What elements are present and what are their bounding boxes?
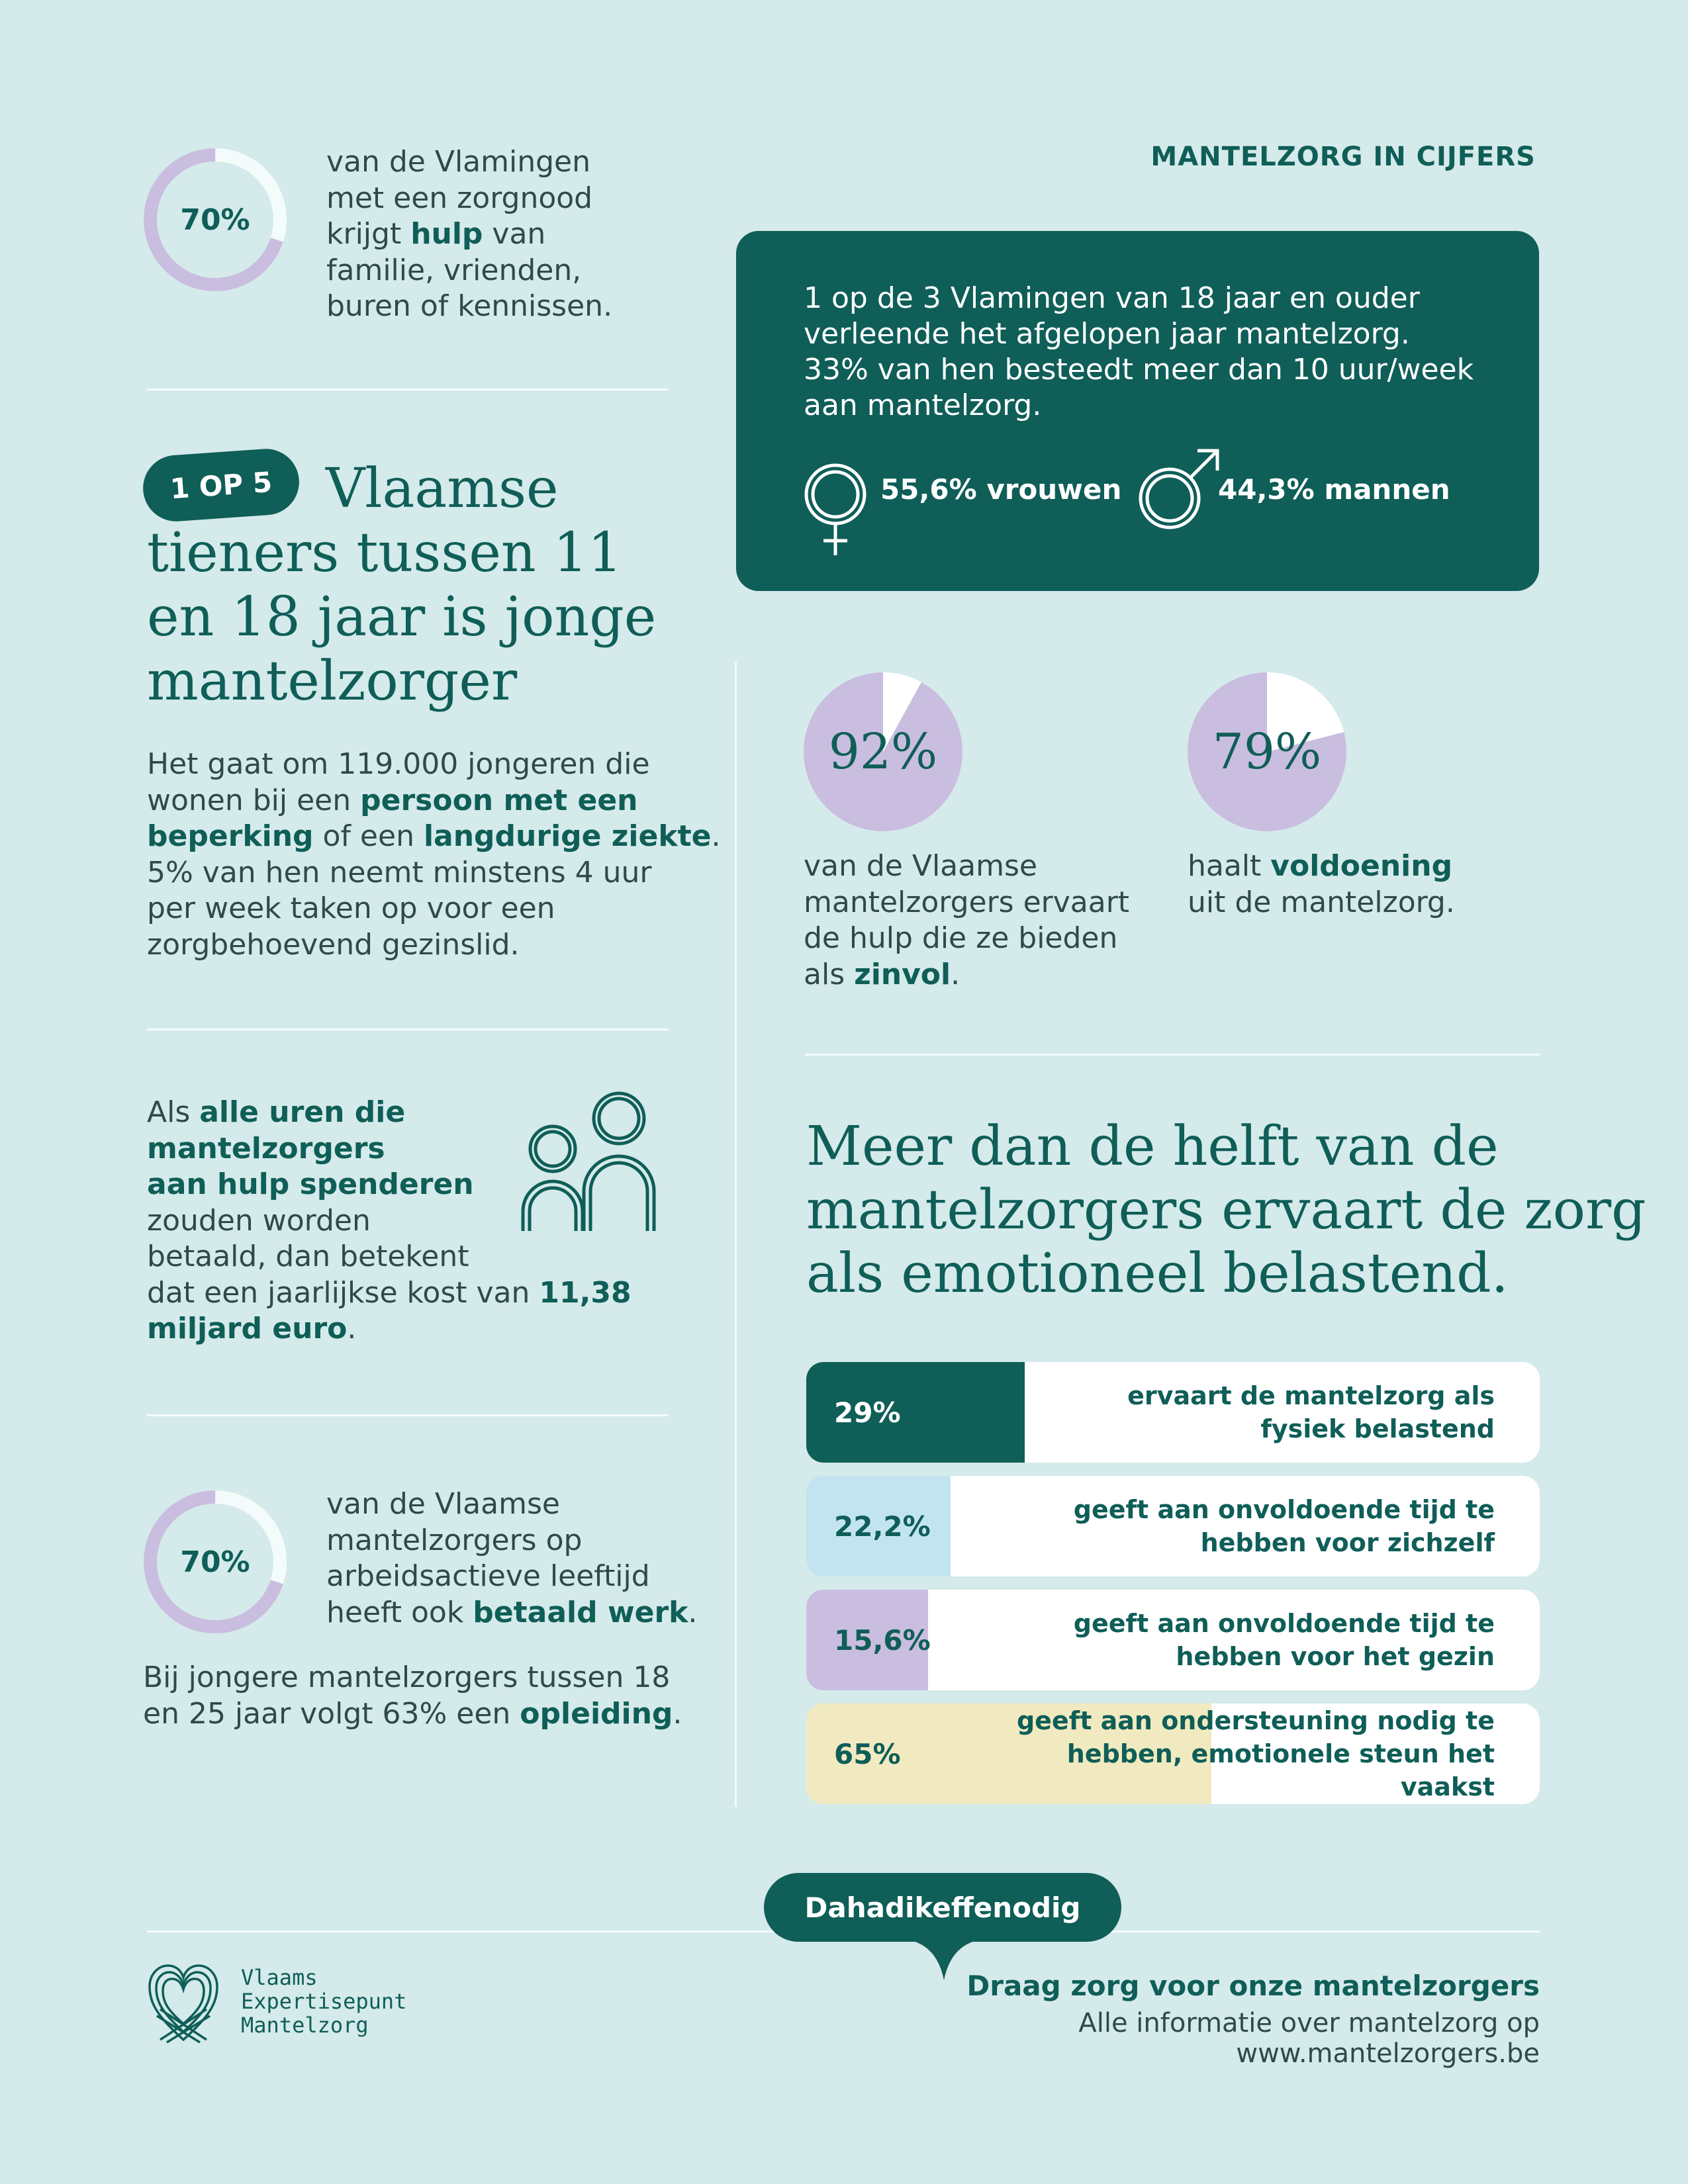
bold-span: zinvol — [854, 957, 951, 991]
badge-text: 1 OP 5 — [169, 465, 273, 505]
text-span: . — [673, 1696, 682, 1731]
bar-text-line: hebben voor zichzelf — [1200, 1528, 1495, 1557]
text-span: dat een jaarlijkse kost van — [147, 1275, 539, 1310]
heading-line-4: mantelzorger — [147, 650, 518, 713]
bold-span: 11,38 — [539, 1275, 632, 1310]
bar-category-text — [1074, 1493, 1495, 1559]
opleiding-text — [143, 1660, 682, 1732]
stat-hulp-text — [326, 144, 612, 325]
text-line: van de Vlaamse — [804, 849, 1037, 883]
logo-line: Expertisepunt — [241, 1989, 407, 2014]
heading-line-3: en 18 jaar is jonge — [147, 586, 657, 649]
text-span: krijgt — [326, 217, 411, 251]
text-line: familie, vrienden, — [326, 253, 582, 287]
bar-text-line: ervaart de mantelzorg als — [1127, 1381, 1495, 1410]
bold-span: beperking — [147, 819, 314, 853]
text-line: verleende het afgelopen jaar mantelzorg. — [804, 317, 1410, 351]
bold-span: persoon met een — [360, 783, 638, 817]
text-line — [326, 1595, 697, 1631]
heading-line: mantelzorgers ervaart de zorg — [806, 1179, 1646, 1242]
text-span: . — [347, 1312, 357, 1345]
text-line: uit de mantelzorg. — [1188, 885, 1455, 919]
heading-line: als emotioneel belastend. — [806, 1242, 1509, 1305]
text-span: haalt — [1188, 849, 1271, 883]
green-info-box — [736, 231, 1539, 591]
text-line: 5% van hen neemt minstens 4 uur — [147, 855, 652, 889]
page-title: MANTELZORG IN CIJFERS — [1150, 142, 1536, 172]
bold-span: miljard euro — [147, 1312, 348, 1345]
hashtag-text: Dahadikeffenodig — [804, 1891, 1081, 1924]
text-line: arbeidsactieve leeftijd — [326, 1559, 650, 1593]
text-span: of een — [313, 819, 424, 853]
text-line: 33% van hen besteedt meer dan 10 uur/week — [804, 353, 1474, 387]
text-span: . — [711, 819, 721, 853]
text-line — [147, 819, 720, 855]
text-line — [804, 957, 1129, 993]
bar-row — [806, 1704, 1540, 1804]
donut-chart-hulp — [142, 147, 288, 293]
divider — [147, 388, 669, 390]
text-span: . — [688, 1595, 698, 1629]
donut-value: 70% — [180, 1545, 250, 1579]
text-line — [326, 216, 612, 253]
text-span: wonen bij een — [147, 783, 361, 817]
bold-span: langdurige ziekte — [423, 819, 712, 853]
text-span: heeft ook — [326, 1595, 473, 1629]
men-stat: 44,3% mannen — [1218, 473, 1450, 506]
text-line — [147, 1275, 632, 1312]
bar-value-label: 29% — [834, 1396, 901, 1429]
bar-text-line: geeft aan ondersteuning nodig te — [1016, 1706, 1495, 1735]
bold-span: opleiding — [520, 1696, 673, 1731]
bar-row — [806, 1590, 1540, 1690]
stat-werk-text — [326, 1486, 697, 1631]
text-line: zouden worden — [147, 1203, 371, 1238]
pie-chart-voldoening — [1188, 672, 1346, 831]
heading-line: Meer dan de helft van de — [806, 1115, 1499, 1178]
text-line: mantelzorgers — [147, 1131, 385, 1165]
text-span: van — [483, 217, 546, 251]
text-line: 1 op de 3 Vlamingen van 18 jaar en ouder — [804, 281, 1420, 315]
bar-category-label — [992, 1362, 1495, 1463]
text-line: buren of kennissen. — [326, 289, 613, 323]
donut-value: 70% — [180, 203, 250, 237]
logo-line: Vlaams — [241, 1965, 318, 1990]
divider — [147, 1028, 669, 1030]
bar-text-line: hebben, emotionele steun het vaakst — [1066, 1739, 1495, 1801]
text-span: Als — [147, 1095, 200, 1129]
bar-category-text — [992, 1704, 1495, 1803]
text-line: aan mantelzorg. — [804, 388, 1042, 422]
bold-span: voldoening — [1270, 849, 1453, 883]
teens-heading — [147, 457, 656, 713]
bar-row — [806, 1362, 1540, 1463]
text-span: als — [804, 957, 855, 991]
text-line: van de Vlaamse — [326, 1487, 560, 1521]
divider — [805, 1054, 1540, 1056]
emotional-heading — [806, 1115, 1646, 1306]
text-line: Bij jongere mantelzorgers tussen 18 — [143, 1661, 671, 1694]
bar-category-text — [1074, 1607, 1495, 1673]
divider — [147, 1414, 669, 1416]
bar-text-line: geeft aan onvoldoende tijd te — [1073, 1609, 1495, 1638]
heading-line-2: tieners tussen 11 — [147, 522, 623, 584]
women-stat: 55,6% vrouwen — [880, 473, 1122, 506]
text-line: met een zorgnood — [326, 181, 593, 215]
text-span: en 25 jaar volgt 63% een — [143, 1696, 520, 1731]
people-icon — [516, 1085, 662, 1231]
bar-value-label: 22,2% — [834, 1510, 931, 1543]
bar-text-line: fysiek belastend — [1260, 1414, 1495, 1443]
text-line: Het gaat om 119.000 jongeren die — [147, 747, 650, 781]
pie-value: 79% — [1212, 723, 1322, 780]
text-line — [1188, 848, 1455, 885]
logo-text — [241, 1966, 406, 2037]
pie-voldoening-text — [1188, 848, 1455, 921]
text-line — [147, 1311, 632, 1347]
text-line: zorgbehoevend gezinslid. — [147, 927, 520, 962]
text-line — [143, 1696, 682, 1733]
text-span: . — [951, 957, 961, 991]
text-line: mantelzorgers ervaart — [804, 885, 1130, 919]
vertical-divider — [735, 662, 737, 1807]
bar-category-label — [992, 1590, 1495, 1690]
bar-category-label — [992, 1704, 1495, 1804]
text-line — [147, 783, 720, 819]
text-line: de hulp die ze bieden — [804, 921, 1118, 955]
text-line: mantelzorgers op — [326, 1523, 583, 1557]
bar-category-label — [992, 1476, 1495, 1576]
female-symbol-icon — [802, 463, 868, 555]
pie-zinvol-text — [804, 848, 1129, 993]
teens-paragraph — [147, 747, 720, 963]
hashtag-bubble — [764, 1873, 1121, 1942]
bold-span: hulp — [410, 217, 483, 251]
text-line: per week taken op voor een — [147, 891, 555, 925]
info-link-text[interactable]: Alle informatie over mantelzorg op www.mantelzorgers.be — [1078, 2008, 1540, 2069]
text-line: aan hulp spenderen — [147, 1167, 474, 1201]
donut-chart-werk — [142, 1489, 288, 1635]
text-line: betaald, dan betekent — [147, 1240, 469, 1273]
logo-line: Mantelzorg — [241, 2013, 369, 2038]
text-line: van de Vlamingen — [326, 145, 591, 179]
info-text — [804, 281, 1474, 424]
bold-span: betaald werk — [473, 1595, 688, 1629]
heart-logo-icon — [147, 1963, 220, 2045]
pie-value: 92% — [828, 723, 938, 780]
bar-text-line: hebben voor het gezin — [1176, 1642, 1495, 1671]
cta-text: Draag zorg voor onze mantelzorgers — [966, 1970, 1540, 2002]
bar-text-line: geeft aan onvoldoende tijd te — [1073, 1495, 1495, 1524]
bar-category-text — [1127, 1379, 1495, 1445]
heading-line-1: Vlaamse — [326, 457, 559, 520]
bold-span: alle uren die — [199, 1095, 406, 1129]
bar-row — [806, 1476, 1540, 1576]
pie-chart-zinvol — [804, 672, 962, 831]
bar-value-label: 65% — [834, 1737, 901, 1770]
male-symbol-icon — [1137, 445, 1223, 531]
bar-value-label: 15,6% — [834, 1623, 931, 1657]
